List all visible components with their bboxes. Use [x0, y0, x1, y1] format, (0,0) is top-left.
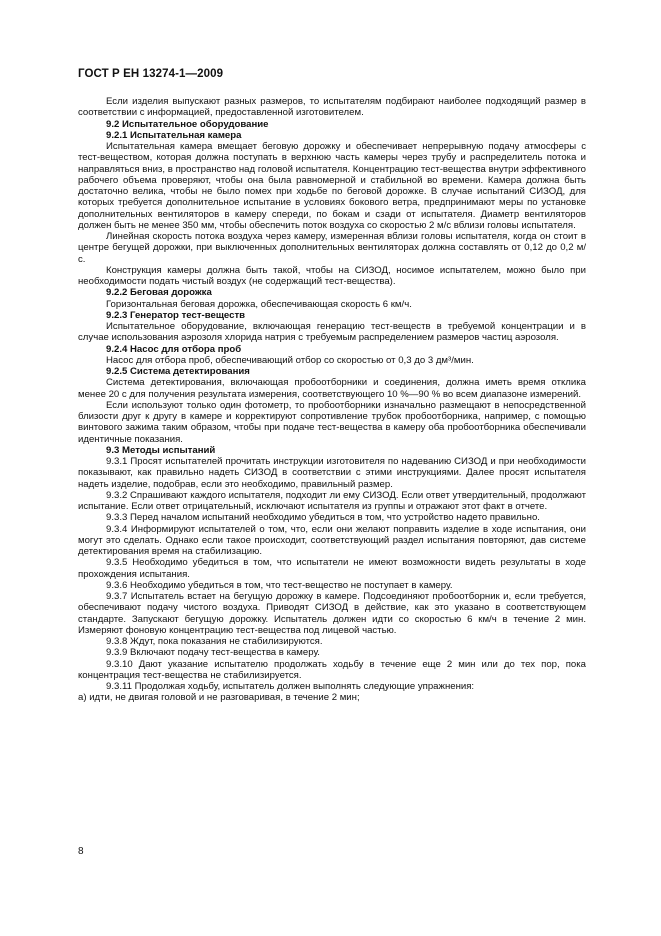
paragraph-9-2-3: Испытательное оборудование, включающая генерацию тест-веществ в требуемой концентрации и в случае использования аэрозоля хлорида натрия с требуемым распределением размеров частиц аэрозоля.: [78, 321, 586, 344]
paragraph-intro: Если изделия выпускают разных размеров, то испытателям подбирают наиболее подходящий размер в соответствии с информацией, предоставленной изготовителем.: [78, 96, 586, 119]
paragraph-9-3-7: 9.3.7 Испытатель встает на бегущую дорожку в камере. Подсоединяют пробоотборник и, если требуется, обеспечивают подачу чистого воздуха. Приводят СИЗОД в действие, как это указано в соответствующем стандарте. Запускают бегущую дорожку. Испытатель должен идти со скоростью 6 км/ч в течение 2 мин. Измеряют фоновую концентрацию тест-вещества под лицевой частью.: [78, 591, 586, 636]
paragraph-9-2-1-b: Линейная скорость потока воздуха через камеру, измеренная вблизи головы испытателя, когда он стоит в центре бегущей дорожки, при выключенных дополнительных вентиляторах должна составлять от 0,12 до 0,2 м/с.: [78, 231, 586, 265]
paragraph-9-3-8: 9.3.8 Ждут, пока показания не стабилизируются.: [106, 636, 323, 647]
document-body: [78, 96, 586, 704]
list-item-9-3-11-a: а) идти, не двигая головой и не разговаривая, в течение 2 мин;: [78, 692, 360, 704]
subsection-heading-9-2-5: 9.2.5 Система детектирования: [106, 366, 250, 377]
paragraph-9-3-5: 9.3.5 Необходимо убедиться в том, что испытатели не имеют возможности видеть результаты в ходе прохождения испытания.: [78, 557, 586, 580]
paragraph-9-2-2: Горизонтальная беговая дорожка, обеспечивающая скорость 6 км/ч.: [106, 298, 412, 310]
page-number: 8: [78, 846, 84, 857]
paragraph-9-3-3: 9.3.3 Перед началом испытаний необходимо убедиться в том, что устройство надето правильно.: [106, 512, 540, 524]
section-heading-9-3: 9.3 Методы испытаний: [106, 444, 216, 456]
section-heading-9-2: 9.2 Испытательное оборудование: [106, 118, 269, 130]
paragraph-9-3-9: 9.3.9 Включают подачу тест-вещества в камеру.: [106, 647, 320, 659]
paragraph-9-3-10: 9.3.10 Дают указание испытателю продолжать ходьбу в течение еще 2 мин или до тех пор, пока концентрация тест-вещества не стабилизируется.: [78, 658, 586, 681]
subsection-heading-9-2-3: 9.2.3 Генератор тест-веществ: [106, 309, 246, 321]
subsection-heading-9-2-1: 9.2.1 Испытательная камера: [106, 129, 242, 141]
paragraph-9-2-1-c: Конструкция камеры должна быть такой, чтобы на СИЗОД, носимое испытателем, можно было при необходимости подать чистый воздух (не содержащий тест-вещества).: [78, 264, 586, 287]
paragraph-9-2-5-a: Система детектирования, включающая пробоотборники и соединения, должна иметь время отклика менее 20 с для получения результата измерения, соответствующего 10 %—90 % во всем диапазоне измерений.: [78, 377, 586, 400]
subsection-heading-9-2-2: 9.2.2 Беговая дорожка: [106, 287, 212, 299]
paragraph-9-2-1-a: Испытательная камера вмещает беговую дорожку и обеспечивает непрерывную подачу атмосферы с тест-веществом, которая должна поступать в верхнюю часть камеры через трубу и распределитель потока и направляться вниз, в пространство над головой испытателя. Концентрацию тест-вещества внутри эффективного рабочего объема проверяют, чтобы она была равномерной и стабильной во времени. Камера должна быть достаточно велика, чтобы не было помех при ходьбе по беговой дорожке. В случае испытаний СИЗОД, для которых требуется дополнительное испытание в условиях бокового ветра, предпринимают меры по установке дополнительных вентиляторов в камеру спереди, по бокам и сзади от испытателя. Диаметр вентиляторов должен быть не менее 350 мм, чтобы обеспечить поток воздуха со скоростью 2 м/с вблизи головы испытателя.: [78, 141, 586, 231]
paragraph-9-3-11: 9.3.11 Продолжая ходьбу, испытатель должен выполнять следующие упражнения:: [106, 681, 475, 692]
subsection-heading-9-2-4: 9.2.4 Насос для отбора проб: [106, 343, 242, 355]
paragraph-9-3-1: 9.3.1 Просят испытателей прочитать инструкции изготовителя по надеванию СИЗОД и при необходимости показывают, как правильно надеть СИЗОД в соответствии с этими инструкциями. Далее просят испытателя надеть изделие, подобрав, если это необходимо, правильный размер.: [78, 456, 586, 490]
paragraph-9-2-4: Насос для отбора проб, обеспечивающий отбор со скоростью от 0,3 до 3 дм³/мин.: [106, 354, 474, 366]
paragraph-9-3-6: 9.3.6 Необходимо убедиться в том, что тест-вещество не поступает в камеру.: [106, 579, 453, 591]
paragraph-9-3-2: 9.3.2 Спрашивают каждого испытателя, подходит ли ему СИЗОД. Если ответ утвердительный, продолжают испытание. Если ответ отрицательный, исключают испытателя из группы и отражают этот факт в отчете.: [78, 489, 586, 512]
standard-header: ГОСТ Р ЕН 13274-1—2009: [78, 68, 224, 80]
paragraph-9-2-5-b: Если используют только один фотометр, то пробоотборники изначально размещают в непосредственной близости друг к другу в камере и корректируют сопротивление трубок пробоотборника, например, с помощью винтового зажима таким образом, чтобы при подаче тест-вещества в камеру оба пробоотборника обеспечивали идентичные показания.: [78, 399, 586, 445]
paragraph-9-3-4: 9.3.4 Информируют испытателей о том, что, если они желают поправить изделие в ходе испытания, они могут это сделать. Однако если такое происходит, соответствующий раздел испытания повторяют, дав системе детектирования время на стабилизацию.: [78, 523, 586, 557]
